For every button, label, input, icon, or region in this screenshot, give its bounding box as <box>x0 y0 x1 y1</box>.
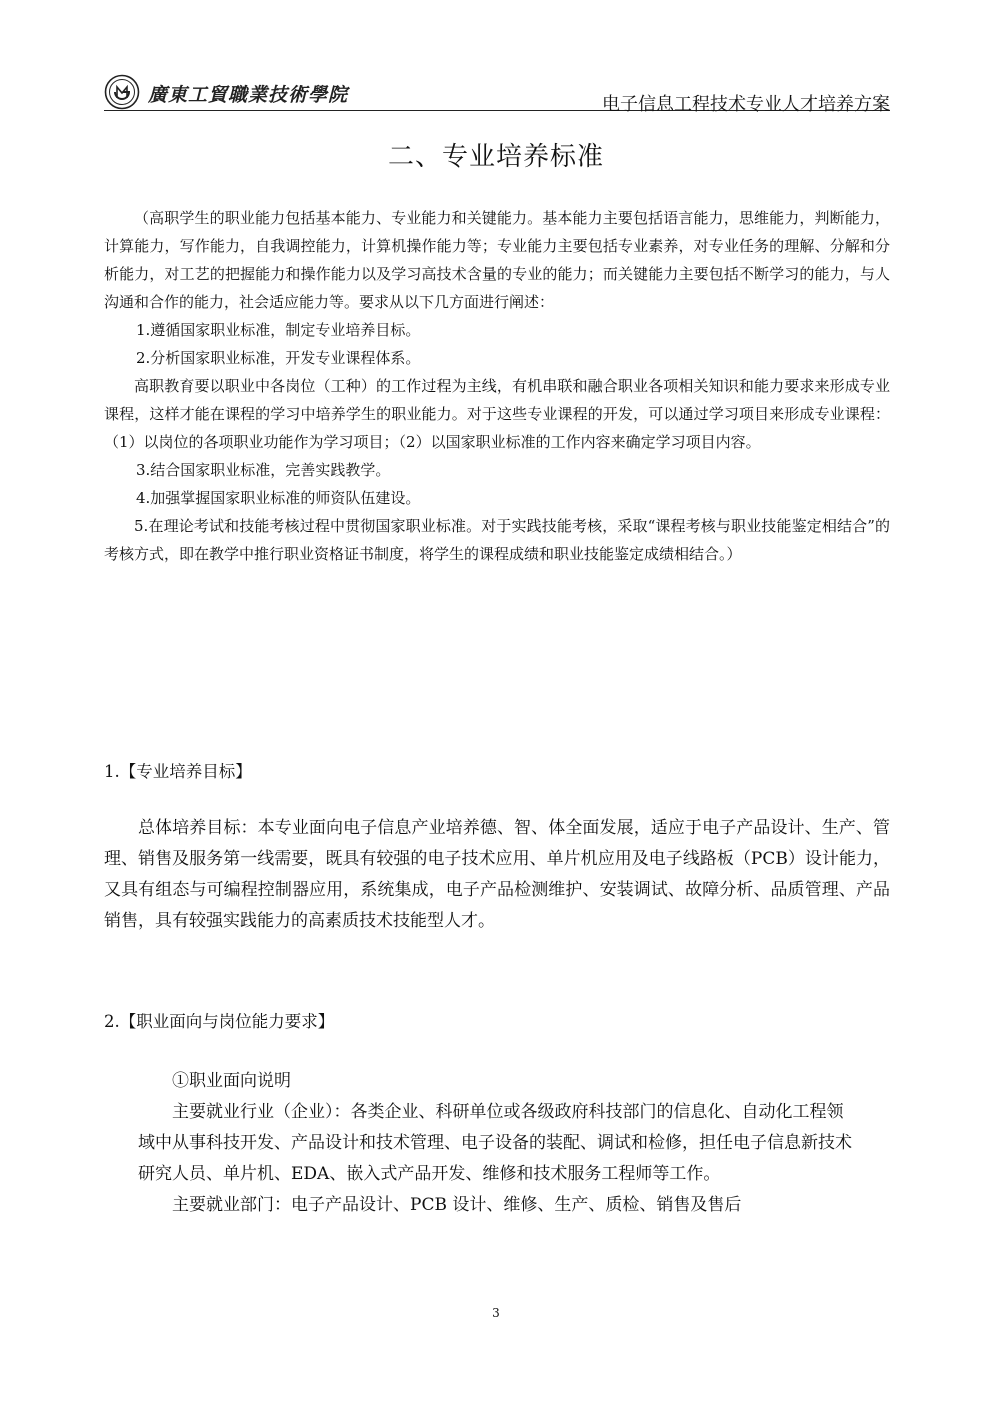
goal-paragraph: 总体培养目标：本专业面向电子信息产业培养德、智、体全面发展，适应于电子产品设计、生产、管理、销售及服务第一线需要，既具有较强的电子技术应用、单片机应用及电子线路板（PCB）设计能力，又具有组态与可编程控制器应用，系统集成，电子产品检测维护、安装调试、故障分析、品质管理、产品销售，具有较强实践能力的高素质技术技能型人才。 <box>104 818 890 931</box>
intro-item-2-description: 高职教育要以职业中各岗位（工种）的工作过程为主线，有机串联和融合职业各项相关知识和能力要求来形成专业课程，这样才能在课程的学习中培养学生的职业能力。对于这些专业课程的开发，可以通过学习项目来形成专业课程：（1）以岗位的各项职业功能作为学习项目；（2）以国家职业标准的工作内容来确定学习项目内容。 <box>104 377 890 451</box>
goal-section <box>104 813 890 937</box>
section-title: 二、专业培养标准 <box>387 142 604 172</box>
intro-item-4: 4.加强掌握国家职业标准的师资队伍建设。 <box>136 489 421 507</box>
page-header <box>104 70 890 115</box>
career-heading: 2.【职业面向与岗位能力要求】 <box>104 1012 335 1031</box>
document-title: 电子信息工程技术专业人才培养方案 <box>602 94 890 115</box>
intro-item-2: 2.分析国家职业标准，开发专业课程体系。 <box>136 349 421 367</box>
intro-item-1: 1.遵循国家职业标准，制定专业培养目标。 <box>136 321 421 339</box>
school-emblem-icon <box>104 74 140 110</box>
goal-heading: 1.【专业培养目标】 <box>104 762 252 781</box>
career-industry: 主要就业行业（企业）：各类企业、科研单位或各级政府科技部门的信息化、自动化工程领域中从事科技开发、产品设计和技术管理、电子设备的装配、调试和检修，担任电子信息新技术研究人员、单片机、EDA、嵌入式产品开发、维修和技术服务工程师等工作。 <box>138 1102 852 1184</box>
page-number: 3 <box>492 1306 500 1320</box>
career-section <box>138 1097 858 1221</box>
intro-item-3: 3.结合国家职业标准，完善实践教学。 <box>136 461 391 479</box>
intro-paragraph: （高职学生的职业能力包括基本能力、专业能力和关键能力。基本能力主要包括语言能力，思维能力，判断能力，计算能力，写作能力，自我调控能力，计算机操作能力等；专业能力主要包括专业素养，对专业任务的理解、分解和分析能力，对工艺的把握能力和操作能力以及学习高技术含量的专业的能力；而关键能力主要包括不断学习的能力，与人沟通和合作的能力，社会适应能力等。要求从以下几方面进行阐述： <box>104 209 890 311</box>
intro-section <box>104 204 890 568</box>
career-subheading: ①职业面向说明 <box>172 1071 291 1091</box>
intro-item-5: 5.在理论考试和技能考核过程中贯彻国家职业标准。对于实践技能考核，采取“课程考核与职业技能鉴定相结合”的考核方式，即在教学中推行职业资格证书制度，将学生的课程成绩和职业技能鉴定成绩相结合。） <box>104 517 890 563</box>
school-name: 廣東工貿職業技術學院 <box>148 84 349 106</box>
career-department: 主要就业部门：电子产品设计、PCB 设计、维修、生产、质检、销售及售后 <box>172 1195 742 1215</box>
